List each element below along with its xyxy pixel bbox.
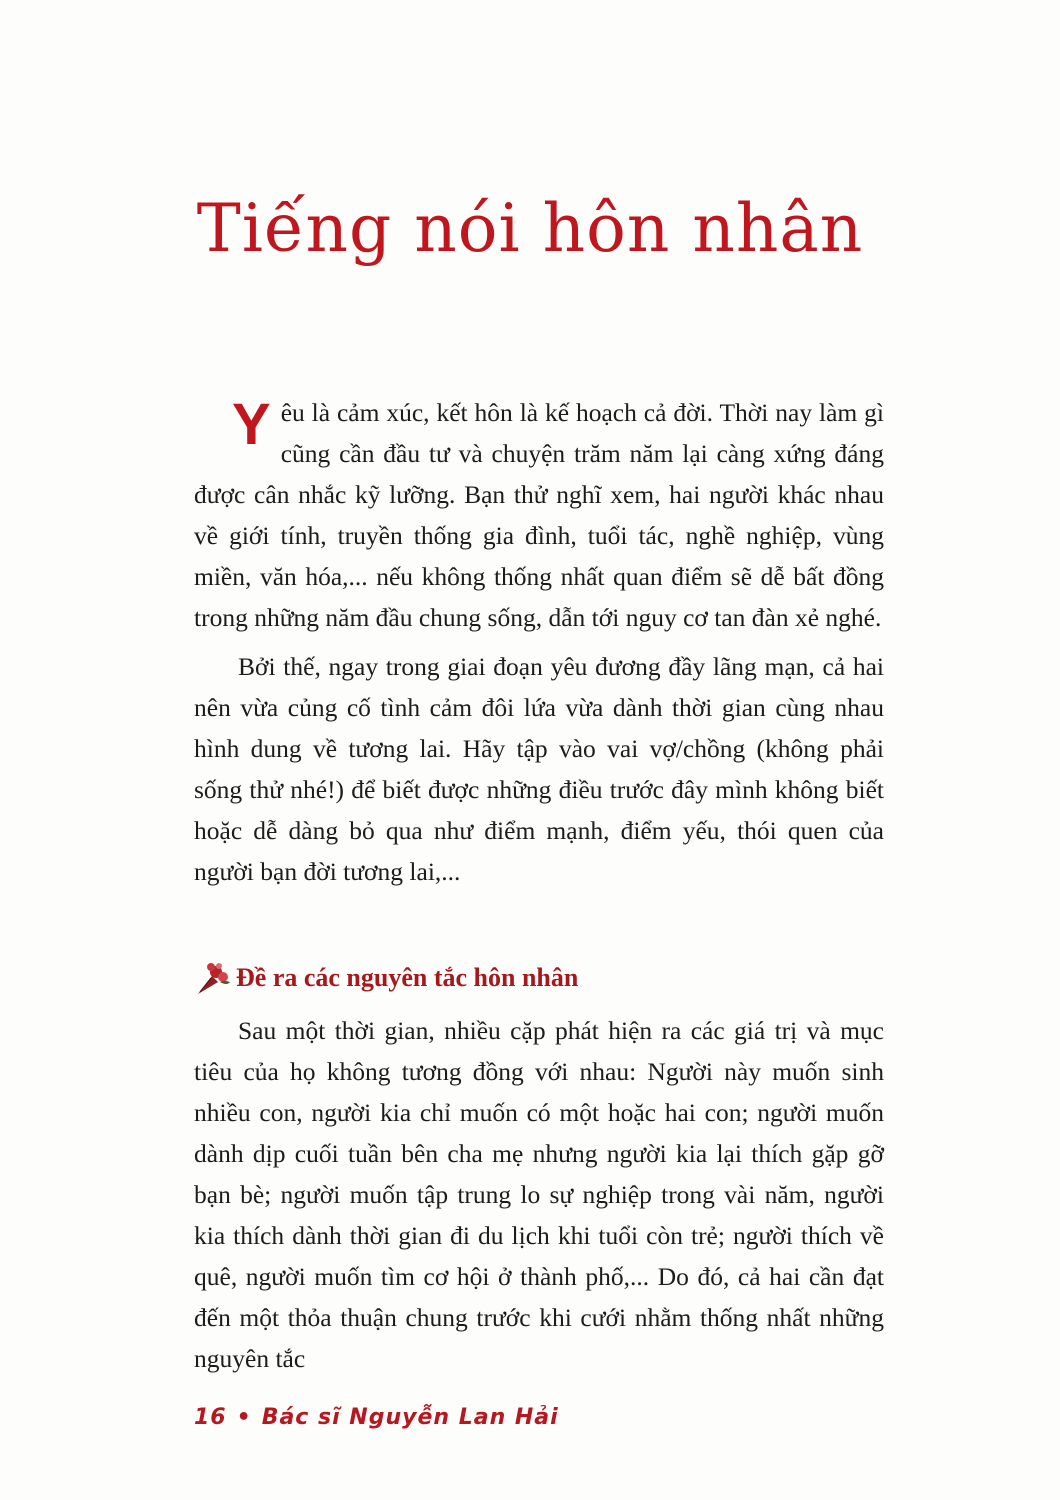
intro-paragraph-1 [194,392,884,638]
flower-bouquet-icon [194,958,234,998]
page-footer [194,1405,559,1430]
intro-paragraph-2: Bởi thế, ngay trong giai đoạn yêu đương đầy lãng mạn, cả hai nên vừa củng cố tình cảm đôi lứa vừa dành thời gian cùng nhau hình dung về tương lai. Hãy tập vào vai vợ/chồng (không phải sống thử nhé!) để biết được những điều trước đây mình không biết hoặc dễ dàng bỏ qua như điểm mạnh, điểm yếu, thói quen của người bạn đời tương lai,... [194,652,884,886]
section-heading-text: Đề ra các nguyên tắc hôn nhân [236,963,579,992]
section-paragraph: Sau một thời gian, nhiều cặp phát hiện ra các giá trị và mục tiêu của họ không tương đồng với nhau: Người này muốn sinh nhiều con, người kia chỉ muốn có một hoặc hai con; người muốn dành dịp cuối tuần bên cha mẹ nhưng người kia lại thích gặp gỡ bạn bè; người muốn tập trung lo sự nghiệp trong vài năm, người kia thích dành thời gian đi du lịch khi tuổi còn trẻ; người thích về quê, người muốn tìm cơ hội ở thành phố,... Do đó, cả hai cần đạt đến một thỏa thuận chung trước khi cưới nhằm thống nhất những nguyên tắc [194,1016,884,1373]
intro-paragraph-1-text: êu là cảm xúc, kết hôn là kế hoạch cả đời. Thời nay làm gì cũng cần đầu tư và chuyện trăm năm lại càng xứng đáng được cân nhắc kỹ lưỡng. Bạn thử nghĩ xem, hai người khác nhau về giới tính, truyền thống gia đình, tuổi tác, nghề nghiệp, vùng miền, văn hóa,... nếu không thống nhất quan điểm sẽ dễ bất đồng trong những năm đầu chung sống, dẫn tới nguy cơ tan đàn xẻ nghé. [194,398,884,632]
chapter-title: Tiếng nói hôn nhân [196,190,864,267]
section-heading [194,958,578,998]
section-text [194,1010,884,1379]
page-number: 16 [194,1405,227,1430]
footer-separator: • [236,1405,252,1430]
intro-text [194,392,884,892]
footer-author: Bác sĩ Nguyễn Lan Hải [261,1405,559,1430]
drop-cap: Y [232,392,271,457]
